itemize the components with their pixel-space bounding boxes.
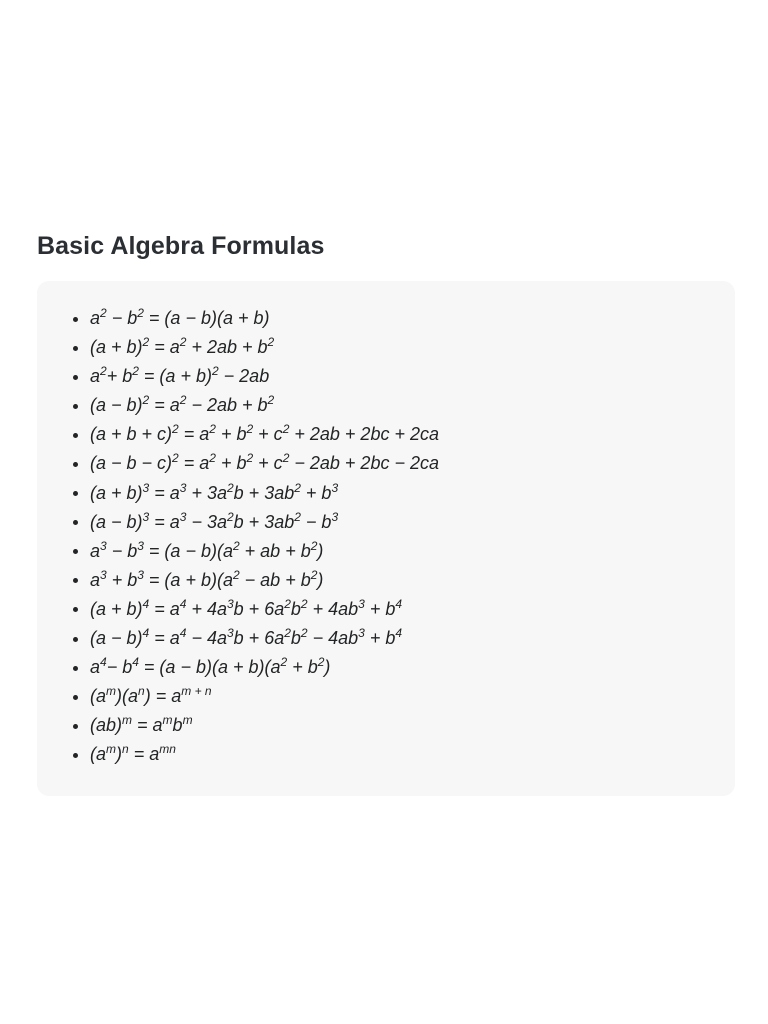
bullet-icon xyxy=(73,462,78,467)
formula-segment: (a xyxy=(90,744,107,765)
formula-item xyxy=(37,391,735,420)
formula-segment: ) xyxy=(317,540,324,561)
formula-exponent: 2 xyxy=(172,422,179,437)
formula-box xyxy=(37,281,735,796)
formula-segment: = (a − b)(a + b)(a xyxy=(138,657,281,678)
formula-exponent: 2 xyxy=(267,335,275,350)
formula-segment: − b xyxy=(300,511,332,532)
formula-text xyxy=(90,391,274,420)
formula-item xyxy=(37,624,735,653)
formula-exponent: 2 xyxy=(100,364,107,379)
formula-segment: = a xyxy=(149,598,180,619)
formula-exponent: 2 xyxy=(280,655,288,670)
formula-segment: − 2ab + b xyxy=(186,395,268,416)
formula-exponent: 2 xyxy=(172,451,179,466)
formula-segment: (ab) xyxy=(90,715,123,736)
bullet-icon xyxy=(73,317,78,322)
formula-segment: + c xyxy=(253,453,283,474)
formula-text xyxy=(90,711,193,740)
bullet-icon xyxy=(73,578,78,583)
formula-segment: + b xyxy=(364,598,396,619)
formula-segment: (a − b) xyxy=(90,395,143,416)
formula-segment: − b xyxy=(106,657,133,678)
formula-segment: )(a xyxy=(116,686,139,707)
formula-exponent: 4 xyxy=(142,626,150,641)
formula-exponent: 3 xyxy=(331,480,339,495)
formula-segment: (a − b) xyxy=(90,628,143,649)
formula-exponent: 4 xyxy=(179,626,187,641)
formula-segment: + ab + b xyxy=(239,540,311,561)
bullet-icon xyxy=(73,549,78,554)
formula-segment: (a + b + c) xyxy=(90,424,173,445)
formula-exponent: 2 xyxy=(267,393,275,408)
formula-segment: (a + b) xyxy=(90,337,143,358)
formula-exponent: 2 xyxy=(310,567,318,582)
formula-text xyxy=(90,304,269,333)
formula-exponent: 2 xyxy=(246,422,254,437)
formula-item xyxy=(37,566,735,595)
formula-exponent: 2 xyxy=(179,393,187,408)
formula-segment: + 2ab + 2bc + 2ca xyxy=(289,424,439,445)
formula-exponent: m xyxy=(182,713,193,728)
formula-item xyxy=(37,333,735,362)
formula-segment: = a xyxy=(149,482,180,503)
formula-segment: ) xyxy=(324,657,331,678)
formula-item xyxy=(37,420,735,449)
formula-exponent: 2 xyxy=(179,335,187,350)
formula-exponent: 2 xyxy=(300,596,308,611)
formula-text xyxy=(90,537,323,566)
formula-segment: b + 6a xyxy=(233,628,285,649)
bullet-icon xyxy=(73,724,78,729)
formula-exponent: 4 xyxy=(100,655,107,670)
formula-segment: + c xyxy=(253,424,283,445)
formula-segment: + b xyxy=(106,569,138,590)
bullet-icon xyxy=(73,695,78,700)
formula-segment: − b xyxy=(106,540,138,561)
formula-segment: = a xyxy=(149,337,180,358)
formula-segment: (a + b) xyxy=(90,482,143,503)
formula-exponent: n xyxy=(138,684,145,699)
formula-segment: + 4a xyxy=(186,598,227,619)
formula-exponent: 4 xyxy=(395,626,403,641)
formula-exponent: 4 xyxy=(395,596,403,611)
formula-exponent: m xyxy=(106,684,117,699)
formula-segment: + 4ab xyxy=(307,598,359,619)
formula-segment: + b xyxy=(215,424,247,445)
formula-segment: = (a − b)(a + b) xyxy=(143,308,270,328)
formula-segment: = a xyxy=(149,511,180,532)
formula-exponent: 4 xyxy=(142,596,150,611)
formula-exponent: mn xyxy=(159,742,176,757)
formula-exponent: 2 xyxy=(284,596,291,611)
formula-exponent: 2 xyxy=(226,509,234,524)
formula-segment: − 4ab xyxy=(307,628,359,649)
formula-text xyxy=(90,624,402,653)
formula-segment: b + 3ab xyxy=(233,482,295,503)
formula-text xyxy=(90,479,338,508)
formula-exponent: 2 xyxy=(232,538,240,553)
formula-exponent: 3 xyxy=(179,509,187,524)
formula-exponent: 2 xyxy=(137,306,144,320)
formula-segment: ) = a xyxy=(144,686,182,707)
formula-segment: (a + b) xyxy=(90,598,143,619)
formula-text xyxy=(90,508,338,537)
formula-segment: (a − b) xyxy=(90,511,143,532)
formula-segment: b + 3ab xyxy=(233,511,295,532)
formula-segment: + 3a xyxy=(186,482,227,503)
formula-exponent: m + n xyxy=(181,684,212,699)
formula-exponent: 2 xyxy=(294,480,301,495)
formula-exponent: 2 xyxy=(300,626,308,641)
formula-exponent: 2 xyxy=(142,335,150,350)
formula-exponent: 3 xyxy=(137,538,144,553)
bullet-icon xyxy=(73,753,78,758)
formula-segment: − ab + b xyxy=(239,569,311,590)
formula-segment: b xyxy=(172,715,183,736)
formula-exponent: 3 xyxy=(142,480,150,495)
formula-exponent: 3 xyxy=(358,596,365,611)
formula-exponent: 2 xyxy=(282,451,290,466)
formula-item xyxy=(37,362,735,391)
formula-segment: b + 6a xyxy=(233,598,285,619)
formula-item xyxy=(37,479,735,508)
formula-exponent: 3 xyxy=(100,538,107,553)
bullet-icon xyxy=(73,433,78,438)
formula-exponent: m xyxy=(162,713,173,728)
formula-segment: − 2ab + 2bc − 2ca xyxy=(289,453,439,474)
formula-segment: + b xyxy=(106,366,133,387)
bullet-icon xyxy=(73,404,78,409)
formula-segment: (a xyxy=(90,686,107,707)
formula-segment: a xyxy=(90,308,101,328)
formula-segment: = a xyxy=(149,628,180,649)
formula-segment: + b xyxy=(215,453,247,474)
formula-exponent: 2 xyxy=(211,364,219,379)
formula-segment: = a xyxy=(178,453,210,474)
formula-exponent: 2 xyxy=(246,451,254,466)
formula-segment: + b xyxy=(287,657,318,678)
formula-segment: − b xyxy=(106,308,138,328)
bullet-icon xyxy=(73,491,78,496)
formula-exponent: 2 xyxy=(282,422,290,437)
formula-item xyxy=(37,740,735,769)
formula-item xyxy=(37,508,735,537)
formula-exponent: 2 xyxy=(284,626,291,641)
formula-segment: = a xyxy=(149,395,180,416)
formula-segment: b xyxy=(290,628,301,649)
formula-segment: = a xyxy=(132,715,163,736)
formula-item xyxy=(37,595,735,624)
formula-list xyxy=(37,304,735,770)
formula-text xyxy=(90,740,176,769)
formula-exponent: 4 xyxy=(132,655,139,670)
formula-segment: = (a + b)(a xyxy=(143,569,233,590)
formula-exponent: 2 xyxy=(310,538,318,553)
bullet-icon xyxy=(73,520,78,525)
formula-exponent: 2 xyxy=(209,422,216,437)
formula-exponent: 2 xyxy=(142,393,150,408)
formula-segment: a xyxy=(90,657,101,678)
formula-segment: + b xyxy=(364,628,396,649)
formula-segment: a xyxy=(90,569,101,590)
formula-exponent: 2 xyxy=(317,655,325,670)
formula-segment: + b xyxy=(300,482,332,503)
formula-segment: a xyxy=(90,540,101,561)
formula-exponent: 3 xyxy=(142,509,150,524)
formula-exponent: 2 xyxy=(226,480,234,495)
formula-segment: + 2ab + b xyxy=(186,337,268,358)
formula-segment: ) xyxy=(116,744,123,765)
formula-exponent: m xyxy=(122,713,133,728)
page-title: Basic Algebra Formulas xyxy=(37,232,325,260)
formula-segment: − 4a xyxy=(186,628,227,649)
formula-text xyxy=(90,449,439,478)
formula-segment: = (a − b)(a xyxy=(143,540,233,561)
formula-exponent: 3 xyxy=(179,480,187,495)
formula-text xyxy=(90,333,274,362)
formula-segment: − 2ab xyxy=(218,366,270,387)
formula-item xyxy=(37,682,735,711)
formula-item xyxy=(37,304,735,333)
formula-exponent: 3 xyxy=(358,626,365,641)
formula-exponent: 2 xyxy=(100,306,107,320)
bullet-icon xyxy=(73,666,78,671)
formula-item xyxy=(37,653,735,682)
formula-exponent: 3 xyxy=(226,596,234,611)
formula-text xyxy=(90,362,269,391)
bullet-icon xyxy=(73,375,78,380)
formula-exponent: 3 xyxy=(226,626,234,641)
formula-exponent: 3 xyxy=(100,567,107,582)
formula-segment: (a − b − c) xyxy=(90,453,173,474)
formula-text xyxy=(90,653,330,682)
formula-exponent: 2 xyxy=(132,364,139,379)
formula-segment: ) xyxy=(317,569,324,590)
formula-text xyxy=(90,420,439,449)
formula-text xyxy=(90,595,402,624)
bullet-icon xyxy=(73,607,78,612)
formula-exponent: n xyxy=(122,742,129,757)
formula-text xyxy=(90,682,212,711)
formula-exponent: 2 xyxy=(294,509,301,524)
formula-item xyxy=(37,449,735,478)
bullet-icon xyxy=(73,637,78,642)
formula-exponent: m xyxy=(106,742,117,757)
formula-text xyxy=(90,566,323,595)
formula-item xyxy=(37,537,735,566)
formula-exponent: 4 xyxy=(179,596,187,611)
formula-exponent: 3 xyxy=(137,567,144,582)
bullet-icon xyxy=(73,346,78,351)
formula-item xyxy=(37,711,735,740)
formula-segment: b xyxy=(290,598,301,619)
formula-segment: = a xyxy=(178,424,210,445)
formula-segment: a xyxy=(90,366,101,387)
formula-exponent: 2 xyxy=(209,451,216,466)
formula-segment: = (a + b) xyxy=(138,366,212,387)
formula-segment: = a xyxy=(128,744,160,765)
formula-exponent: 2 xyxy=(232,567,240,582)
formula-segment: − 3a xyxy=(186,511,227,532)
formula-exponent: 3 xyxy=(331,509,339,524)
